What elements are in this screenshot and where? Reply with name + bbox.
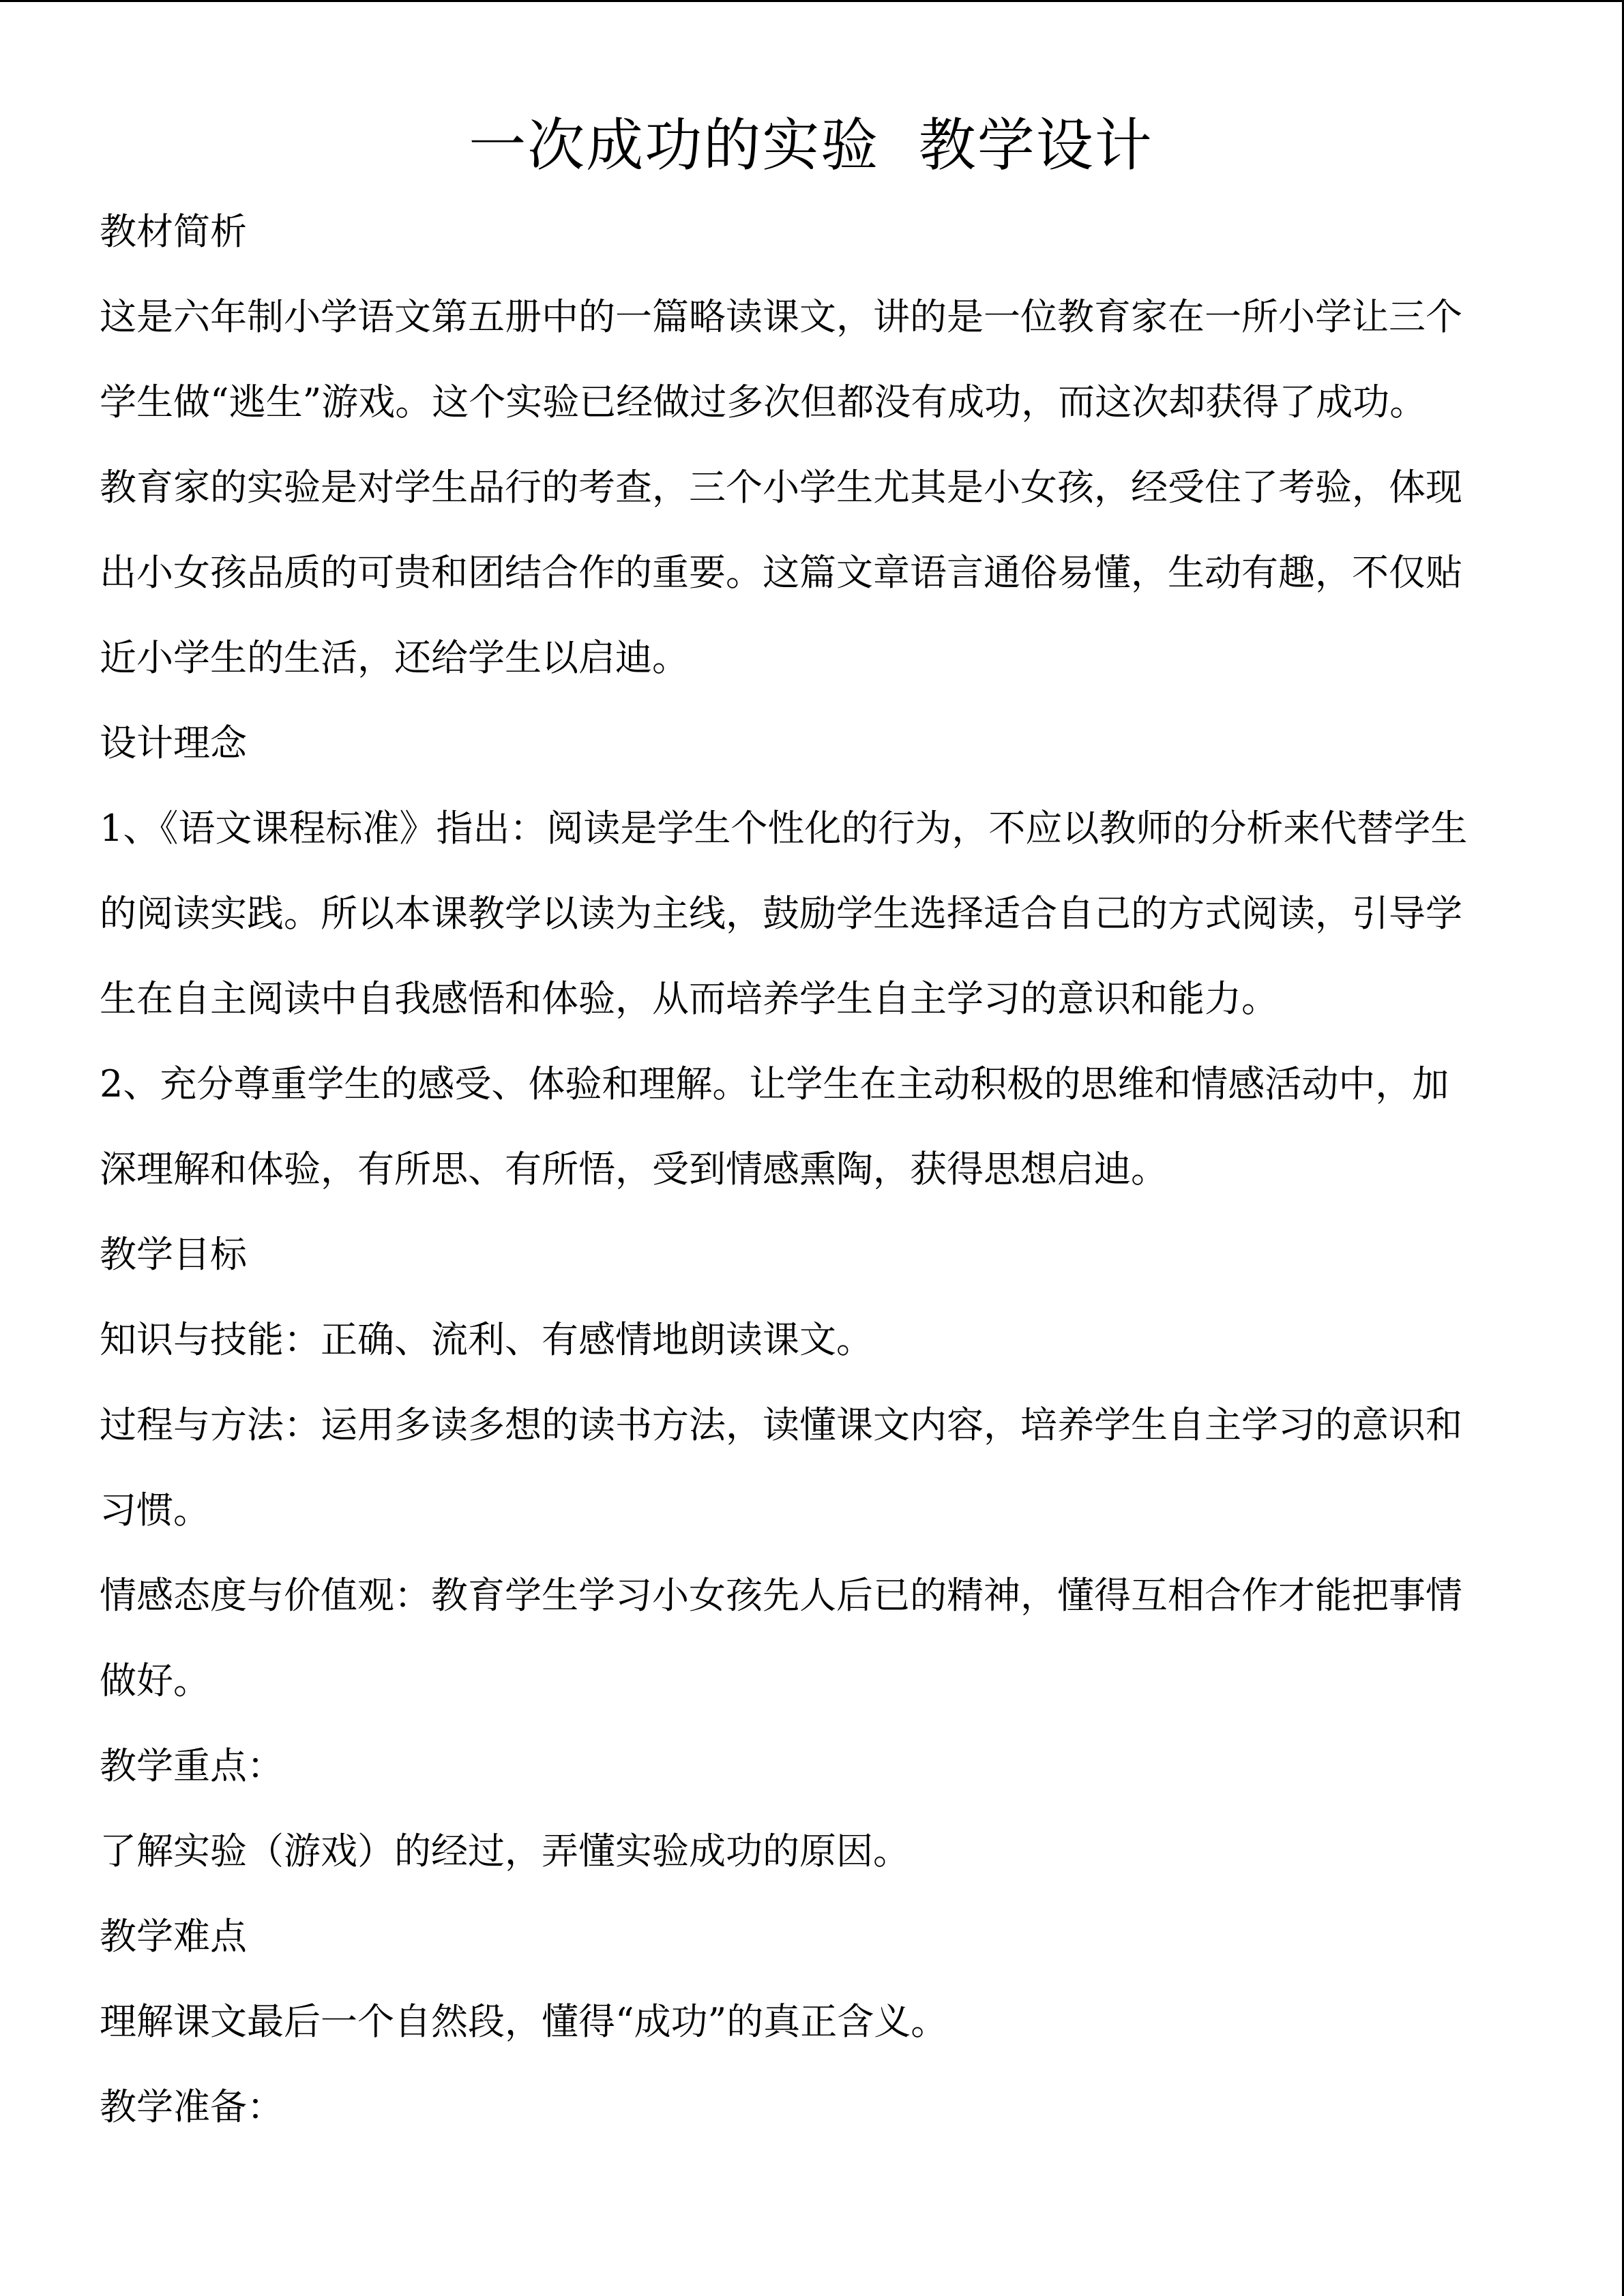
paragraph-line: 学生做“逃生”游戏。这个实验已经做过多次但都没有成功，而这次却获得了成功。 (100, 381, 1427, 423)
paragraph-line: 了解实验（游戏）的经过，弄懂实验成功的原因。 (100, 1830, 910, 1873)
paragraph-line: 情感态度与价值观：教育学生学习小女孩先人后已的精神，懂得互相合作才能把事情 (100, 1574, 1462, 1617)
section-heading-key-points: 教学重点： (100, 1744, 284, 1787)
section-heading-preparation: 教学准备： (100, 2085, 284, 2128)
paragraph-line: 理解课文最后一个自然段，懂得“成功”的真正含义。 (100, 2000, 948, 2043)
paragraph-line: 知识与技能：正确、流利、有感情地朗读课文。 (100, 1318, 873, 1361)
paragraph-line: 做好。 (100, 1659, 210, 1702)
paragraph-line: 近小学生的生活，还给学生以启迪。 (100, 636, 689, 679)
section-heading-design-concept: 设计理念 (100, 721, 247, 764)
paragraph-line: 过程与方法：运用多读多想的读书方法，读懂课文内容，培养学生自主学习的意识和 (100, 1403, 1462, 1446)
paragraph-line: 出小女孩品质的可贵和团结合作的重要。这篇文章语言通俗易懂，生动有趣，不仅贴 (100, 551, 1462, 594)
section-heading-difficulties: 教学难点 (100, 1915, 247, 1958)
paragraph-line: 习惯。 (100, 1489, 210, 1532)
paragraph-line: 这是六年制小学语文第五册中的一篇略读课文，讲的是一位教育家在一所小学让三个 (100, 295, 1462, 338)
paragraph-line: 1、《语文课程标准》指出：阅读是学生个性化的行为，不应以教师的分析来代替学生 (100, 807, 1468, 850)
paragraph-line: 教育家的实验是对学生品行的考查，三个小学生尤其是小女孩，经受住了考验，体现 (100, 466, 1462, 509)
paragraph-line: 生在自主阅读中自我感悟和体验，从而培养学生自主学习的意识和能力。 (100, 977, 1278, 1020)
section-heading-teaching-goals: 教学目标 (100, 1233, 247, 1276)
paragraph-line: 2、充分尊重学生的感受、体验和理解。让学生在主动积极的思维和情感活动中，加 (100, 1062, 1449, 1105)
paragraph-line: 的阅读实践。所以本课教学以读为主线，鼓励学生选择适合自己的方式阅读，引导学 (100, 892, 1462, 935)
page-title: 一次成功的实验 教学设计 (469, 112, 1153, 179)
document-body (100, 189, 1518, 2149)
paragraph-line: 深理解和体验，有所思、有所悟，受到情感熏陶，获得思想启迪。 (100, 1148, 1168, 1191)
section-heading-textbook-analysis: 教材简析 (100, 210, 247, 253)
